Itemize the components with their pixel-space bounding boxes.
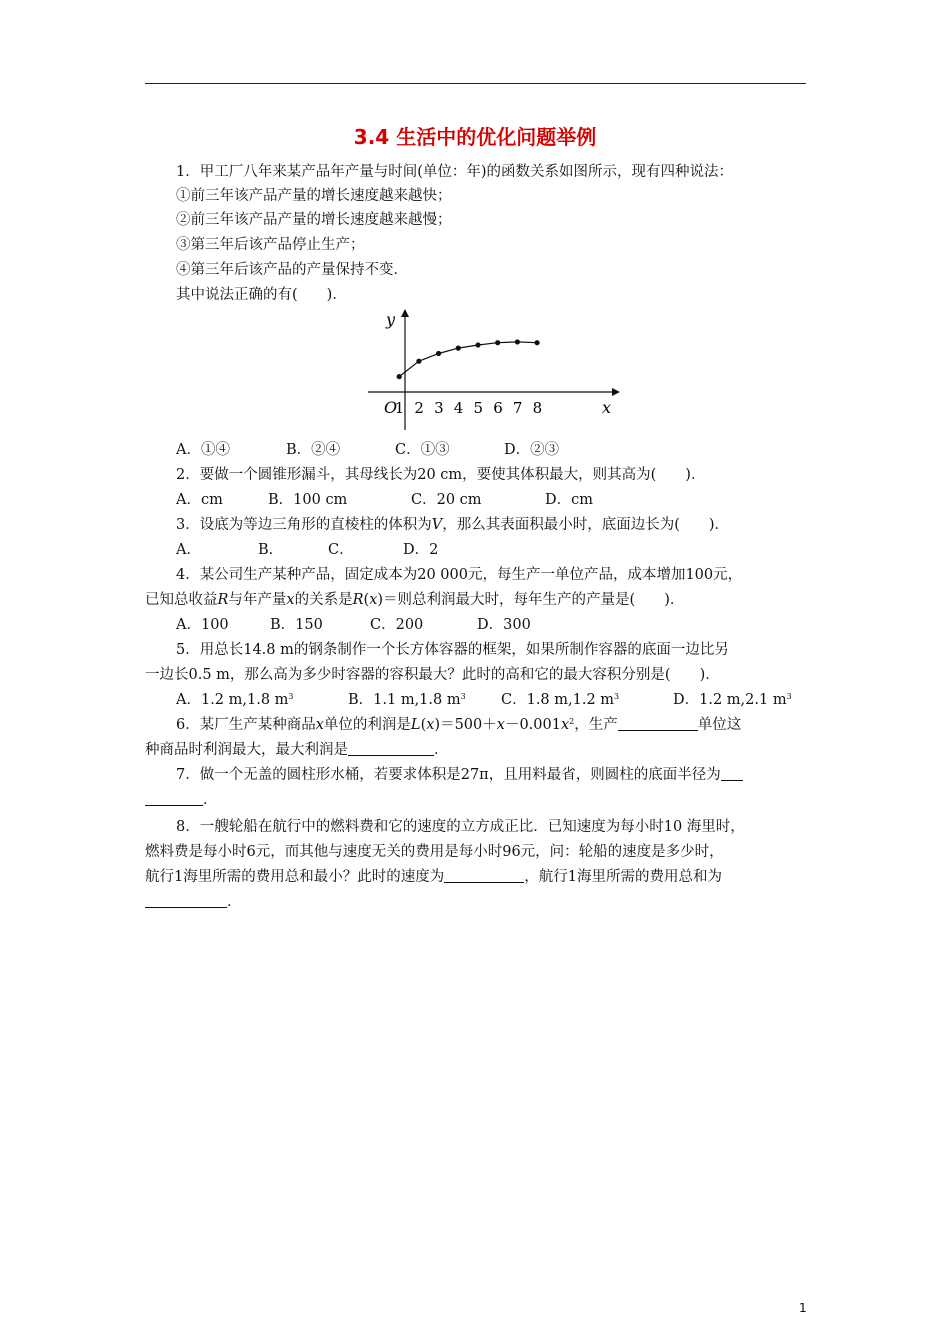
page-title: 3.4 生活中的优化问题举例: [353, 125, 597, 149]
q2-option-c[interactable]: C．20 cm: [411, 492, 482, 508]
q6-blank-2[interactable]: [348, 741, 434, 756]
q3-stem: 3．设底为等边三角形的直棱柱的体积为V，那么其表面积最小时，底面边长为( )．: [176, 517, 730, 533]
q4-options: [176, 616, 531, 634]
x-axis-label: x: [602, 398, 612, 417]
q1-statement-1: ①前三年该产品产量的增长速度越来越快；: [176, 188, 452, 204]
q1-option-b[interactable]: B．②④: [286, 442, 341, 458]
q6-line-1: 6．某厂生产某种商品x单位的利润是$L(x)=500+x-0.001x^2$，生产 单位这: [176, 717, 742, 733]
q1-stem: 1．甲工厂八年来某产品年产量与时间(单位：年)的函数关系如图所示，现有四种说法：: [176, 164, 734, 180]
y-axis-label: y: [386, 310, 396, 329]
data-point: [436, 351, 441, 356]
x-tick-label: 4: [453, 399, 464, 417]
q6-line-2: 种商品时利润最大，最大利润是 ．: [145, 742, 449, 758]
q2-option-d[interactable]: D．cm: [545, 492, 593, 508]
q4-line-2: 已知总收益R与年产量x的关系是R(x)＝则总利润最大时，每年生产的产量是( )．: [145, 592, 685, 608]
page-number: 1: [799, 1301, 807, 1315]
q3-option-c[interactable]: C．: [328, 542, 354, 558]
q1-option-c[interactable]: C．①③: [395, 442, 450, 458]
origin-label: O: [384, 398, 398, 417]
q8-blank-1[interactable]: [444, 868, 524, 883]
q6-blank-1[interactable]: [618, 716, 698, 731]
q7-line-2: ．: [145, 791, 218, 809]
data-point: [397, 374, 402, 379]
data-point: [535, 340, 540, 345]
q5-line-2: 一边长0.5 m，那么高为多少时容器的容积最大？此时的高和它的最大容积分别是( )．: [145, 667, 720, 683]
q2-options: [176, 491, 593, 509]
q7-blank-cont[interactable]: [145, 791, 203, 806]
q5-option-c[interactable]: C．1.8 m,1.2 $m^3$: [501, 692, 620, 708]
q3-option-d[interactable]: D．2: [403, 542, 439, 558]
q8-line-1: 8．一艘轮船在航行中的燃料费和它的速度的立方成正比．已知速度为每小时10 海里时，: [176, 819, 745, 835]
q5-option-b[interactable]: B．1.1 m,1.8 $m^3$: [348, 692, 466, 708]
q2-stem: 2．要做一个圆锥形漏斗，其母线长为20 cm，要使其体积最大，则其高为( )．: [176, 467, 706, 483]
data-point: [456, 346, 461, 351]
q5-line-1: 5．用总长14.8 m的钢条制作一个长方体容器的框架，如果所制作容器的底面一边比另: [176, 642, 729, 658]
q7-blank[interactable]: [721, 766, 743, 781]
x-tick-label: 3: [434, 399, 444, 417]
q1-statement-2: ②前三年该产品产量的增长速度越来越慢；: [176, 212, 452, 228]
data-point: [416, 359, 421, 364]
q5-option-d[interactable]: D．1.2 m,2.1 $m^3$: [673, 692, 792, 708]
x-axis-arrow: [612, 388, 620, 396]
q8-line-3: 航行1海里所需的费用总和最小？此时的速度为 ，航行1海里所需的费用总和为: [145, 869, 722, 885]
data-point: [495, 340, 500, 345]
y-axis-arrow: [401, 309, 409, 317]
q1-option-a[interactable]: A．①④: [176, 442, 230, 458]
q2-option-b[interactable]: B．100 cm: [268, 492, 348, 508]
q4-option-b[interactable]: B．150: [270, 617, 323, 633]
data-point: [475, 342, 480, 347]
q3-options: [176, 541, 438, 559]
q4-option-d[interactable]: D．300: [477, 617, 531, 633]
header-rule: [145, 83, 806, 84]
q1-options: [176, 441, 559, 459]
production-graph: [360, 305, 620, 435]
x-tick-label: 5: [473, 399, 484, 417]
x-tick-label: 7: [512, 399, 523, 417]
q5-options: [176, 691, 792, 709]
q1-option-d[interactable]: D．②③: [504, 442, 560, 458]
q4-line-1: 4．某公司生产某种产品，固定成本为20 000元，每生产一单位产品，成本增加100元，: [176, 567, 743, 583]
q5-option-a[interactable]: A．1.2 m,1.8 $m^3$: [176, 692, 294, 708]
q3-option-a[interactable]: A．: [176, 542, 201, 558]
q1-statement-3: ③第三年后该产品停止生产；: [176, 237, 365, 253]
x-tick-label: 6: [493, 399, 503, 417]
q8-line-2: 燃料费是每小时6元，而其他与速度无关的费用是每小时96元，问：轮船的速度是多少时，: [145, 844, 724, 860]
x-tick-label: 1: [394, 399, 405, 417]
x-tick-label: 2: [414, 399, 424, 417]
q4-option-a[interactable]: A．100: [176, 617, 229, 633]
q2-option-a[interactable]: A．cm: [176, 492, 223, 508]
q7-line-1: 7．做一个无盖的圆柱形水桶，若要求体积是27π，且用料最省，则圆柱的底面半径为: [176, 766, 743, 784]
q4-option-c[interactable]: C．200: [370, 617, 424, 633]
q1-statement-4: ④第三年后该产品的产量保持不变．: [176, 262, 408, 278]
q8-line-4: ．: [145, 893, 242, 911]
q1-ask: 其中说法正确的有( )．: [176, 287, 347, 303]
x-tick-label: 8: [532, 399, 543, 417]
q8-blank-2[interactable]: [145, 893, 227, 908]
q3-option-b[interactable]: B．: [258, 542, 284, 558]
data-point: [515, 339, 520, 344]
